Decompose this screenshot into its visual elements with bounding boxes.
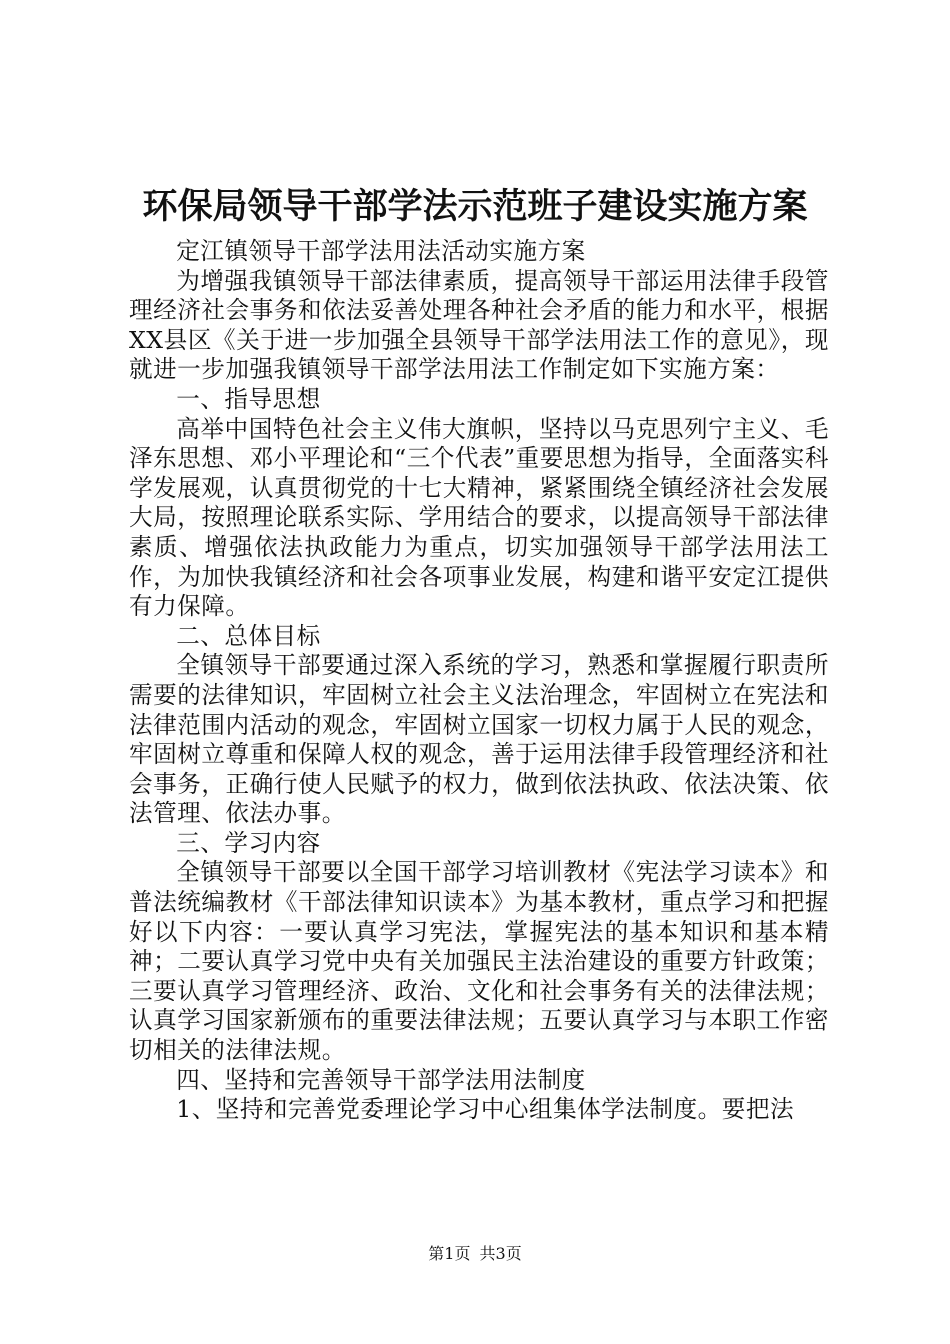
section-text-3: 全镇领导干部要以全国干部学习培训教材《宪法学习读本》和普法统编教材《干部法律知识读本》为基本教材，重点学习和把握好以下内容：一要认真学习宪法，掌握宪法的基本知识和基本精神；二要认真学习党中央有关加强民主法治建设的重要方针政策；三要认真学习管理经济、政治、文化和社会事务有关的法律法规；认真学习国家新颁布的重要法律法规；五要认真学习与本职工作密切相关的法律法规。: [129, 858, 829, 1065]
page-footer: [0, 1244, 950, 1264]
document-subtitle: 定江镇领导干部学法用法活动实施方案: [176, 237, 586, 265]
page-total: 共3页: [479, 1244, 522, 1263]
section-heading-1: 一、指导思想: [176, 384, 321, 413]
intro-paragraph: 为增强我镇领导干部法律素质，提高领导干部运用法律手段管理经济社会事务和依法妥善处理各种社会矛盾的能力和水平，根据XX县区《关于进一步加强全县领导干部学法用法工作的意见》，现就进一步加强我镇领导干部学法用法工作制定如下实施方案：: [129, 266, 829, 384]
section-heading-4: 四、坚持和完善领导干部学法用法制度: [176, 1065, 586, 1094]
section-heading-3: 三、学习内容: [176, 828, 321, 857]
page-number: 第1页: [428, 1244, 471, 1263]
section-text-4: 1、坚持和完善党委理论学习中心组集体学法制度。要把法: [176, 1095, 795, 1124]
document-body: [129, 237, 829, 1125]
document-title: 环保局领导干部学法示范班子建设实施方案: [142, 186, 808, 227]
section-text-2: 全镇领导干部要通过深入系统的学习，熟悉和掌握履行职责所需要的法律知识，牢固树立社会主义法治理念，牢固树立在宪法和法律范围内活动的观念，牢固树立国家一切权力属于人民的观念，牢固树立尊重和保障人权的观念，善于运用法律手段管理经济和社会事务，正确行使人民赋予的权力，做到依法执政、依法决策、依法管理、依法办事。: [129, 651, 829, 828]
section-heading-2: 二、总体目标: [176, 621, 321, 650]
section-text-1: 高举中国特色社会主义伟大旗帜，坚持以马克思列宁主义、毛泽东思想、邓小平理论和“三个代表”重要思想为指导，全面落实科学发展观，认真贯彻党的十七大精神，紧紧围绕全镇经济社会发展大局，按照理论联系实际、学用结合的要求，以提高领导干部法律素质、增强依法执政能力为重点，切实加强领导干部学法用法工作，为加快我镇经济和社会各项事业发展，构建和谐平安定江提供有力保障。: [129, 414, 829, 621]
